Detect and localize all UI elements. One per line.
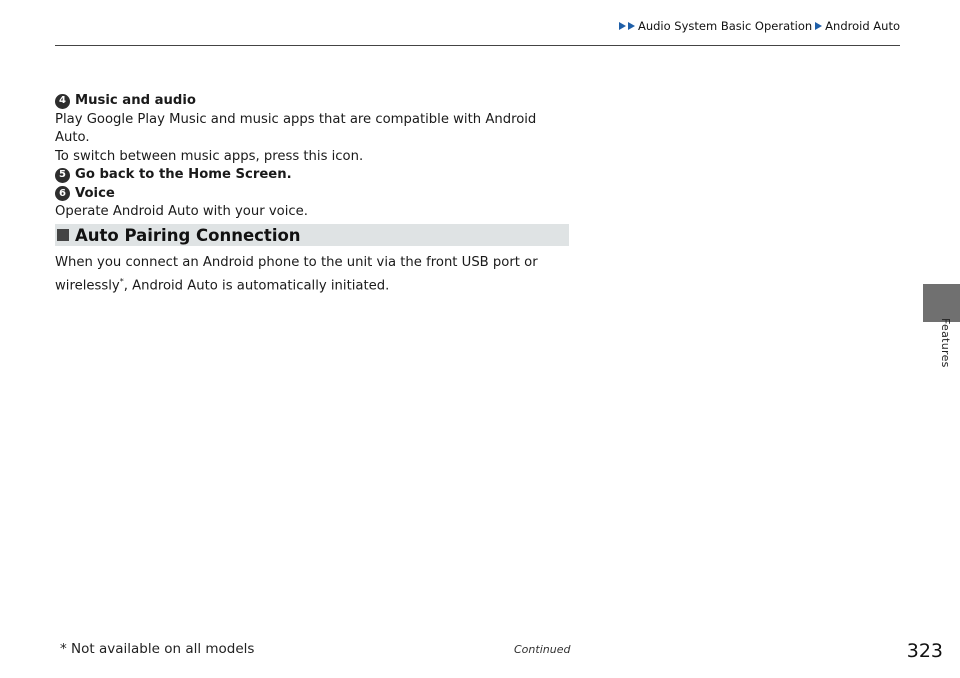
section-title: Auto Pairing Connection — [75, 225, 301, 245]
footnote: * Not available on all models — [60, 641, 255, 657]
chapter-tab[interactable] — [923, 284, 960, 322]
breadcrumb-arrow-icon — [619, 22, 626, 30]
continued-label: Continued — [514, 643, 571, 656]
breadcrumb-arrow-icon — [628, 22, 635, 30]
section-heading — [55, 224, 569, 246]
item-title: Music and audio — [75, 93, 196, 108]
number-badge-icon: 6 — [55, 186, 70, 201]
footnote-mark: * — [119, 277, 124, 286]
section-body-line: When you connect an Android phone to the unit via the front USB port or — [55, 255, 538, 270]
breadcrumb-arrow-icon — [815, 22, 822, 30]
breadcrumb — [619, 19, 900, 33]
square-bullet-icon — [57, 229, 69, 241]
breadcrumb-item[interactable]: Android Auto — [825, 19, 900, 33]
breadcrumb-item[interactable]: Audio System Basic Operation — [637, 19, 813, 33]
item-title: Go back to the Home Screen. — [75, 167, 292, 182]
section-body — [55, 253, 575, 295]
header-divider — [55, 45, 900, 46]
item-list — [55, 92, 575, 222]
item-text: Play Google Play Music and music apps that are compatible with Android Auto. — [55, 111, 537, 145]
list-item-heading — [55, 185, 575, 204]
page-number: 323 — [906, 640, 943, 662]
list-item-heading — [55, 166, 575, 185]
item-text: To switch between music apps, press this icon. — [55, 148, 364, 164]
number-badge-icon: 4 — [55, 94, 70, 109]
chapter-tab-label: Features — [939, 318, 952, 368]
list-item-heading — [55, 92, 575, 111]
section-body-line: wirelessly*, Android Auto is automatically initiated. — [55, 277, 390, 294]
item-title: Voice — [75, 185, 115, 201]
number-badge-icon: 5 — [55, 168, 70, 183]
item-text: Operate Android Auto with your voice. — [55, 204, 308, 219]
